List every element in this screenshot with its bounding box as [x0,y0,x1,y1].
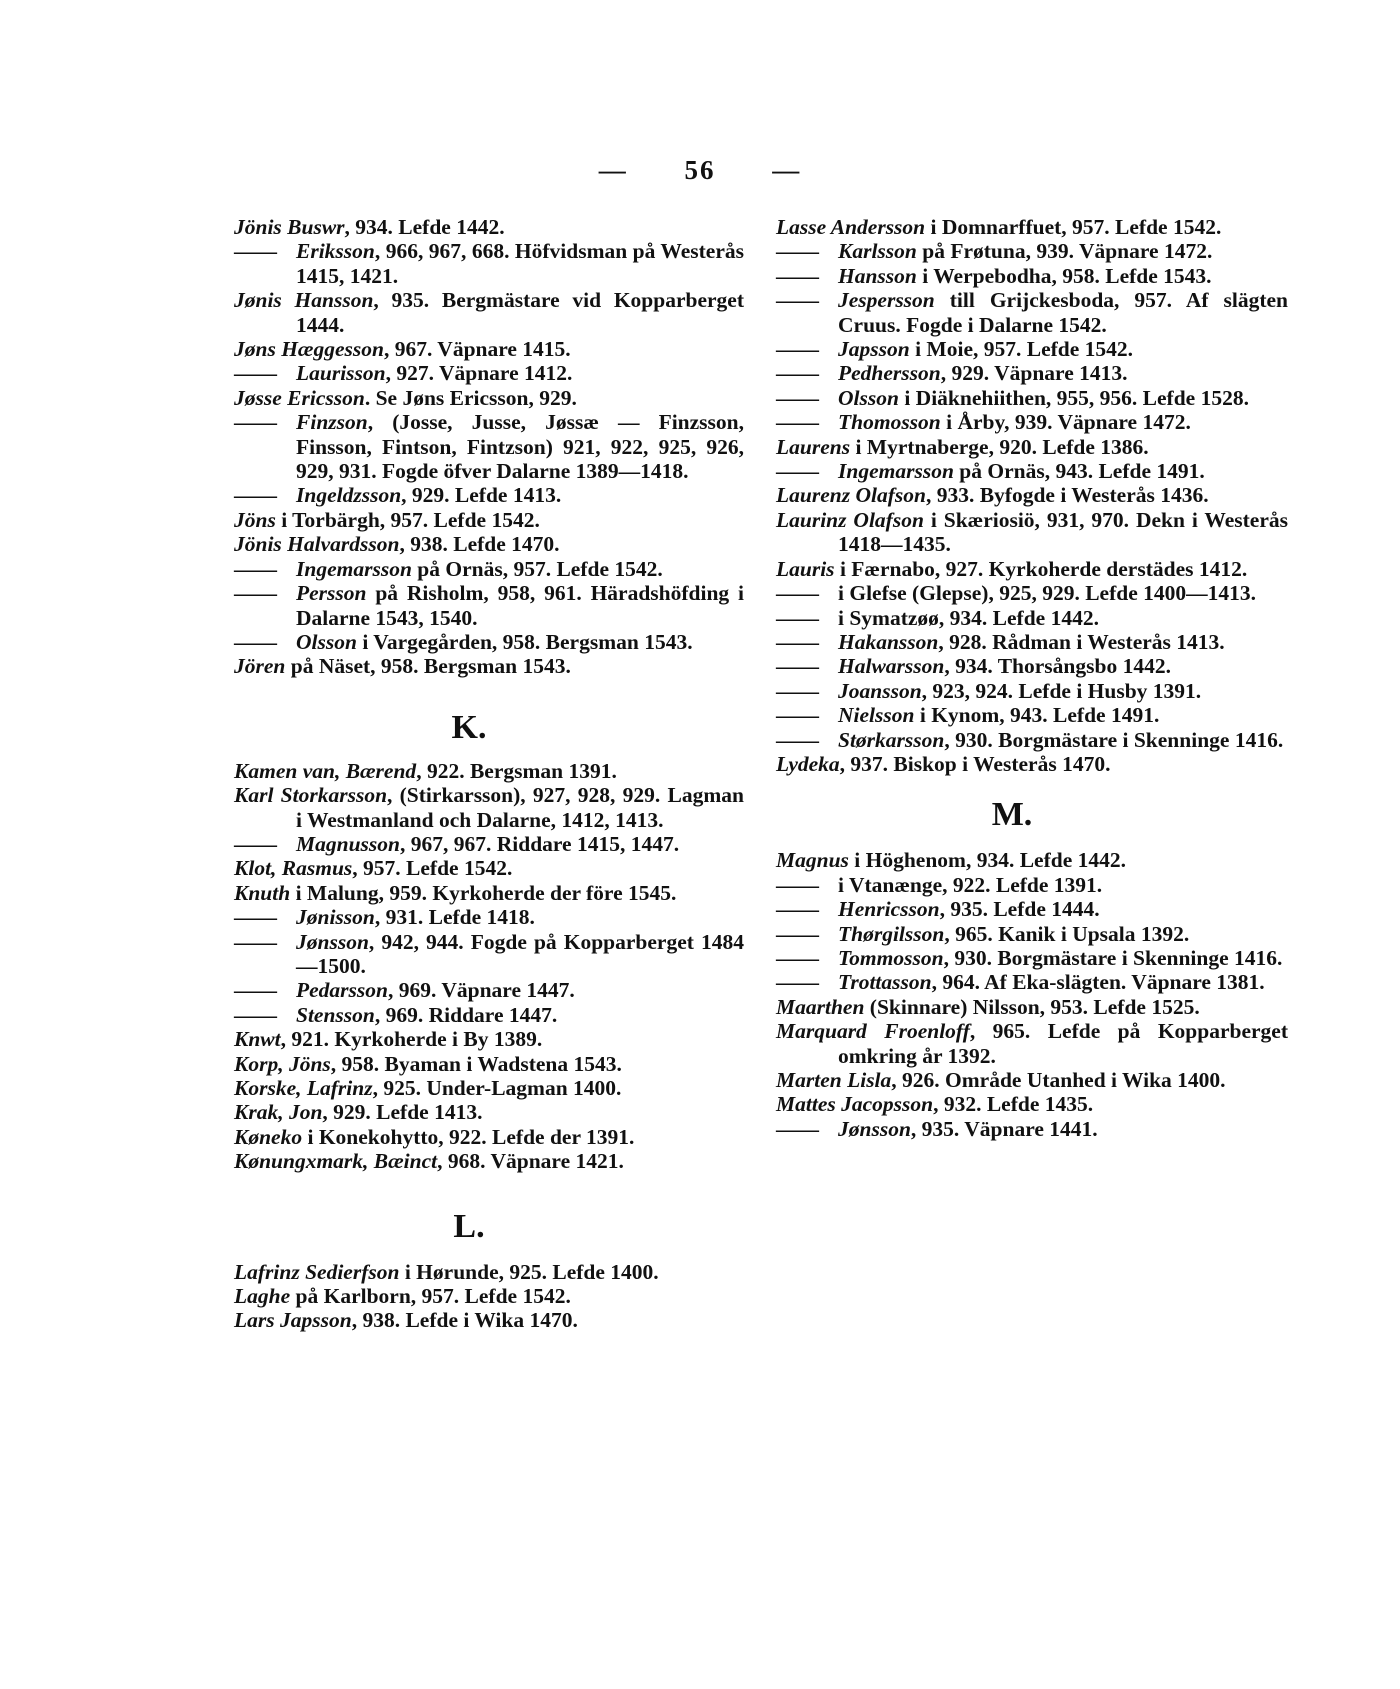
index-entry [234,337,744,361]
entry-text: i Vtanænge, 922. Lefde 1391. [838,872,1103,897]
entry-text: , 932. Lefde 1435. [933,1092,1094,1117]
entry-name: Thomosson [838,410,941,435]
index-entry [776,606,1288,630]
index-entry [776,386,1288,410]
entry-name: Mattes Jacopsson [776,1092,934,1117]
index-entry [776,459,1288,483]
index-entry [234,1284,744,1308]
entry-text: , 934. Thorsångsbo 1442. [944,654,1171,679]
entry-name: Laurisson [296,361,386,386]
entry-dash: —— [234,581,277,606]
index-entry [234,1149,744,1173]
entry-name: Jønisson [296,905,375,930]
entry-dash: —— [776,921,819,946]
entry-name: Jespersson [838,288,935,313]
entry-name: Pedhersson [838,361,941,386]
index-entry [776,752,1288,776]
left-group-j [234,215,744,679]
entry-name: Lauris [776,556,835,581]
index-entry [234,654,744,678]
entry-dash: —— [776,727,819,752]
entry-name: Ingeldzsson [296,483,402,508]
left-group-k [234,759,744,1174]
entry-dash: —— [234,361,277,386]
index-entry [234,783,744,832]
section-letter-m: M. [991,796,1033,834]
index-entry [234,832,744,856]
index-entry [234,1027,744,1051]
entry-text: i Skæriosiö, 931, 970. Dekn i Westerås 1418—1435. [838,507,1288,557]
entry-text: , 935. Väpnare 1441. [910,1116,1098,1141]
entry-text: , 942, 944. Fogde på Kopparberget 1484—1500. [296,929,744,978]
entry-name: Persson [296,581,367,606]
entry-name: Køneko [234,1124,303,1149]
entry-text: på Karlborn, 957. Lefde 1542. [290,1284,571,1309]
index-entry [234,881,744,905]
entry-name: Thørgilsson [838,921,945,946]
left-column [234,215,744,1333]
entry-name: Marquard Froenloff [776,1019,970,1044]
entry-text: , 934. Lefde 1442. [344,215,505,239]
entry-dash: —— [776,678,819,703]
entry-text: , 969. Riddare 1447. [374,1002,558,1027]
entry-text: , 935. Lefde 1444. [939,897,1100,922]
entry-name: Knwt [234,1027,281,1052]
index-entry [234,581,744,630]
entry-text: i Höghenom, 934. Lefde 1442. [848,848,1127,873]
entry-name: Krak, Jon [234,1100,323,1125]
index-entry [776,239,1288,263]
index-entry [776,264,1288,288]
right-group-l [776,215,1288,776]
entry-text: , 937. Biskop i Westerås 1470. [839,751,1111,776]
entry-name: Ingemarsson [296,556,412,581]
entry-name: Karlsson [838,239,917,264]
index-entry [234,483,744,507]
entry-name: Maarthen [776,994,865,1019]
index-entry [776,848,1288,872]
index-entry [776,897,1288,921]
section-letter-k: K. [451,708,487,746]
entry-name: Kamen van, Bærend [234,758,417,783]
index-entry [776,435,1288,459]
entry-dash: —— [776,337,819,362]
entry-dash: —— [776,581,819,606]
entry-text: , 938. Lefde i Wika 1470. [351,1308,578,1333]
entry-text: i Vargegården, 958. Bergsman 1543. [356,629,693,654]
index-entry [776,215,1288,239]
entry-dash: —— [234,905,277,930]
entry-dash: —— [776,459,819,484]
entry-dash: —— [776,410,819,435]
index-entry [776,679,1288,703]
index-entry [234,1260,744,1284]
entry-text: i Færnabo, 927. Kyrkoherde derstädes 1412. [834,556,1248,581]
entry-name: Lafrinz Sedierfson [234,1259,400,1284]
index-entry [776,337,1288,361]
entry-text: på Frøtuna, 939. Väpnare 1472. [916,239,1213,264]
entry-text: i Domnarffuet, 957. Lefde 1542. [925,215,1222,239]
page-header [0,155,1400,186]
entry-name: Jøsse Ericsson [234,385,365,410]
entry-text: , 969. Väpnare 1447. [387,978,575,1003]
entry-text: i Hørunde, 925. Lefde 1400. [399,1259,659,1284]
entry-text: , 927. Väpnare 1412. [385,361,573,386]
entry-name: Marten Lisla [776,1068,892,1092]
entry-text: i Myrtnaberge, 920. Lefde 1386. [850,434,1149,459]
entry-name: Størkarsson [838,727,945,752]
entry-text: , 930. Borgmästare i Skenninge 1416. [943,945,1283,970]
index-entry [234,759,744,783]
entry-text: , 965. Lefde på Kopparberget omkring år 1392. [838,1019,1288,1068]
index-entry [234,1076,744,1100]
index-entry [234,239,744,288]
entry-dash: —— [776,1116,819,1141]
entry-name: Trottasson [838,970,932,995]
entry-dash: —— [234,929,277,954]
right-group-m [776,848,1288,1141]
entry-text: , (Stirkarsson), 927, 928, 929. Lagman i Westmanland och Dalarne, 1412, 1413. [296,783,744,832]
entry-name: Joansson [838,678,922,703]
entry-dash: —— [234,629,277,654]
index-entry [776,728,1288,752]
entry-dash: —— [776,945,819,970]
entry-text: , 967. Väpnare 1415. [383,337,571,362]
entry-name: Lars Japsson [234,1308,352,1333]
entry-name: Magnus [776,848,849,873]
entry-name: Jöns [234,507,276,532]
index-entry [776,630,1288,654]
entry-text: , 935. Bergmästare vid Kopparberget 1444. [296,288,744,337]
entry-name: Jønsson [296,929,369,954]
entry-dash: —— [776,872,819,897]
entry-name: Stensson [296,1002,375,1027]
page-number: 56 [684,155,716,185]
entry-dash: —— [776,605,819,630]
index-entry [776,483,1288,507]
entry-text: , 933. Byfogde i Westerås 1436. [925,483,1209,508]
entry-dash: —— [776,654,819,679]
entry-text: , 921. Kyrkoherde i By 1389. [280,1027,543,1052]
entry-name: Lydeka [776,751,840,776]
index-entry [776,410,1288,434]
entry-text: , 958. Byaman i Wadstena 1543. [330,1051,622,1076]
entry-dash: —— [234,410,277,435]
index-entry [234,1003,744,1027]
entry-text: på Risholm, 958, 961. Häradshöfding i Dalarne 1543, 1540. [296,581,744,630]
entry-text: i Kynom, 943. Lefde 1491. [914,703,1160,728]
entry-dash: —— [776,239,819,264]
entry-name: Olsson [838,385,899,410]
entry-text: på Ornäs, 943. Lefde 1491. [953,459,1205,484]
index-entry [234,215,744,239]
entry-name: Tommosson [838,945,944,970]
header-dash-right: — [772,155,802,185]
entry-name: Hakansson [838,629,939,654]
entry-name: Laghe [234,1284,291,1309]
entry-dash: —— [234,1002,277,1027]
index-entry [776,703,1288,727]
entry-name: Laurens [776,434,851,459]
index-entry [776,654,1288,678]
entry-name: Japsson [838,337,910,362]
index-entry [234,930,744,979]
entry-name: Klot, Rasmus [234,856,353,881]
entry-name: Kønungxmark, Bæinct [234,1149,438,1174]
index-entry [776,557,1288,581]
entry-text: , 922. Bergsman 1391. [416,758,617,783]
index-entry [234,630,744,654]
entry-dash: —— [776,897,819,922]
entry-text: , 928. Rådman i Westerås 1413. [938,629,1225,654]
entry-text: (Skinnare) Nilsson, 953. Lefde 1525. [864,994,1200,1019]
index-entry [776,970,1288,994]
entry-text: på Näset, 958. Bergsman 1543. [285,654,571,679]
entry-dash: —— [776,288,819,313]
entry-name: Jønsson [838,1116,911,1141]
entry-text: , 929. Lefde 1413. [401,483,562,508]
index-entry [234,905,744,929]
entry-text: , 964. Af Eka-slägten. Väpnare 1381. [931,970,1265,995]
entry-name: Jønis Hansson [234,288,374,313]
entry-name: Nielsson [838,703,915,728]
entry-text: , 929. Lefde 1413. [322,1100,483,1125]
entry-text: i Årby, 939. Väpnare 1472. [940,410,1191,435]
entry-name: Lasse Andersson [776,215,926,239]
entry-dash: —— [234,978,277,1003]
entry-name: Finzson [296,410,368,435]
index-entry [776,922,1288,946]
entry-name: Korp, Jöns [234,1051,331,1076]
entry-name: Jören [234,654,286,679]
index-entry [234,856,744,880]
entry-name: Jönis Buswr [234,215,345,239]
entry-text: , 923, 924. Lefde i Husby 1391. [921,678,1202,703]
index-entry [234,1125,744,1149]
entry-dash: —— [234,831,277,856]
entry-text: i Torbärgh, 957. Lefde 1542. [275,507,540,532]
left-group-l [234,1260,744,1333]
index-entry [776,581,1288,605]
index-entry [234,410,744,483]
entry-name: Laurinz Olafson [776,507,924,532]
entry-name: Jönis Halvardsson [234,532,400,557]
index-entry [234,508,744,532]
entry-text: i Glefse (Glepse), 925, 929. Lefde 1400—1413. [838,581,1257,606]
entry-name: Hansson [838,263,917,288]
entry-text: , 938. Lefde 1470. [399,532,560,557]
entry-dash: —— [234,483,277,508]
section-letter-l: L. [453,1207,485,1245]
entry-dash: —— [234,556,277,581]
entry-name: Jøns Hæggesson [234,337,384,362]
entry-text: i Malung, 959. Kyrkoherde der före 1545. [290,880,677,905]
entry-text: , 966, 967, 668. Höfvidsman på Westerås 1415, 1421. [296,239,744,288]
entry-name: Korske, Lafrinz [234,1076,373,1100]
header-dash-left: — [598,155,628,185]
entry-name: Henricsson [838,897,940,922]
entry-text: , 929. Väpnare 1413. [940,361,1128,386]
entry-name: Karl Storkarsson [234,783,388,808]
index-entry [776,1019,1288,1068]
entry-text: till Grijckesboda, 957. Af slägten Cruus. Fogde i Dalarne 1542. [838,288,1288,337]
entry-dash: —— [234,239,277,264]
entry-text: , 965. Kanik i Upsala 1392. [944,921,1190,946]
entry-text: på Ornäs, 957. Lefde 1542. [411,556,663,581]
entry-text: i Symatzøø, 934. Lefde 1442. [838,605,1099,630]
entry-dash: —— [776,263,819,288]
entry-text: i Moie, 957. Lefde 1542. [909,337,1134,362]
entry-dash: —— [776,385,819,410]
entry-text: , 931. Lefde 1418. [374,905,535,930]
right-column [776,215,1288,1141]
entry-name: Eriksson [296,239,375,264]
index-entry [234,978,744,1002]
index-entry [234,532,744,556]
entry-text: , 967, 967. Riddare 1415, 1447. [399,831,680,856]
entry-text: , (Josse, Jusse, Jøssæ — Finzsson, Finsson, Fintson, Fintzson) 921, 922, 925, 926, 929, 931. Fogde öfver Dalarne 1389—1418. [296,410,744,484]
index-entry [234,288,744,337]
entry-dash: —— [776,629,819,654]
entry-text: . Se Jøns Ericsson, 929. [364,385,577,410]
entry-dash: —— [776,703,819,728]
index-entry [234,1100,744,1124]
index-entry [776,361,1288,385]
index-entry [776,508,1288,557]
entry-dash: —— [776,970,819,995]
index-entry [776,1068,1288,1092]
entry-name: Halwarsson [838,654,945,679]
entry-name: Laurenz Olafson [776,483,926,508]
index-entry [776,1117,1288,1141]
entry-text: i Werpebodha, 958. Lefde 1543. [916,263,1212,288]
entry-text: , 930. Borgmästare i Skenninge 1416. [944,727,1284,752]
entry-name: Olsson [296,629,357,654]
index-entry [234,557,744,581]
entry-text: , 957. Lefde 1542. [352,856,513,881]
entry-text: , 968. Väpnare 1421. [437,1149,624,1174]
index-entry [234,361,744,385]
index-entry [234,386,744,410]
index-entry [776,288,1288,337]
entry-text: i Diäknehiithen, 955, 956. Lefde 1528. [898,385,1249,410]
entry-name: Pedarsson [296,978,388,1003]
entry-name: Ingemarsson [838,459,954,484]
index-entry [234,1308,744,1332]
entry-text: , 926. Område Utanhed i Wika 1400. [891,1068,1226,1092]
index-entry [776,1092,1288,1116]
index-entry [234,1052,744,1076]
index-entry [776,995,1288,1019]
entry-name: Magnusson [296,831,400,856]
entry-text: i Konekohytto, 922. Lefde der 1391. [302,1124,635,1149]
index-entry [776,873,1288,897]
entry-text: , 925. Under-Lagman 1400. [372,1076,622,1100]
entry-dash: —— [776,361,819,386]
entry-name: Knuth [234,880,291,905]
index-entry [776,946,1288,970]
